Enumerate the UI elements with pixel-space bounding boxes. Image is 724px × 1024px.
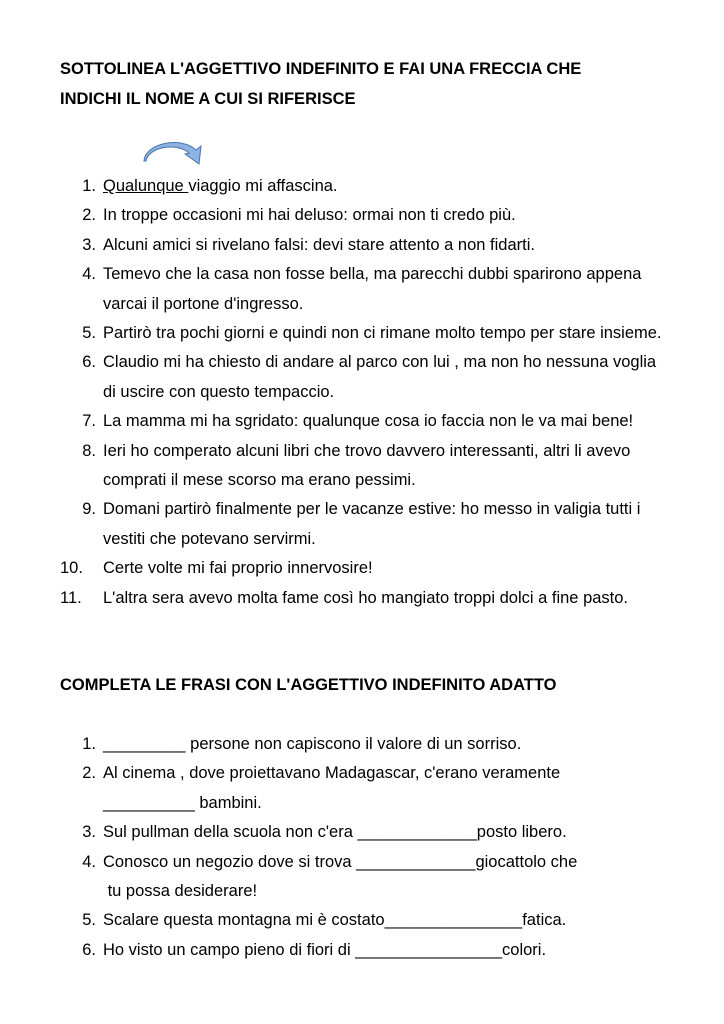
list-item	[0, 231, 724, 260]
item-number: 9.	[82, 500, 96, 519]
item-text: Partirò tra pochi giorni e quindi non ci rimane molto tempo per stare insieme.	[103, 324, 662, 343]
item-number: 1.	[82, 177, 96, 195]
item-number: 6.	[82, 940, 96, 959]
item-text: Sul pullman della scuola non c'era _____________posto libero.	[103, 823, 567, 842]
item-text: Claudio mi ha chiesto di andare al parco con lui , ma non ho nessuna voglia di uscire con questo tempaccio.	[103, 353, 657, 401]
underlined-adjective: Qualunque	[103, 177, 189, 195]
item-number: 6.	[82, 353, 96, 372]
item-text: Ieri ho comperato alcuni libri che trovo davvero interessanti, altri li avevo comprati il mese scorso ma erano pessimi.	[103, 441, 631, 490]
item-number: 7.	[82, 412, 96, 431]
list-item	[0, 495, 724, 554]
item-text: L'altra sera avevo molta fame così ho mangiato troppi dolci a fine pasto.	[103, 588, 629, 607]
item-text: La mamma mi ha sgridato: qualunque cosa io faccia non le va mai bene!	[103, 412, 634, 431]
item-number: 5.	[82, 911, 96, 930]
list-item	[0, 584, 724, 613]
list-item	[0, 407, 724, 436]
item-number: 2.	[82, 206, 96, 225]
item-number: 2.	[82, 764, 96, 783]
item-text: Temevo che la casa non fosse bella, ma parecchi dubbi sparirono appena varcai il portone d'ingresso.	[103, 265, 642, 313]
item-number: 5.	[82, 324, 96, 343]
item-number: 10.	[60, 559, 83, 578]
list-item	[0, 730, 724, 759]
item-line-2: tu possa desiderare!	[103, 882, 258, 901]
item-number: 4.	[82, 852, 96, 871]
exercise-2-list	[0, 730, 724, 965]
item-rest: viaggio mi affascina.	[188, 177, 338, 195]
list-item	[0, 201, 724, 230]
heading-line-2: INDICHI IL NOME A CUI SI RIFERISCE	[60, 90, 356, 108]
item-text: In troppe occasioni mi hai deluso: ormai non ti credo più.	[103, 206, 516, 225]
list-item	[0, 936, 724, 965]
list-item	[0, 437, 724, 496]
list-item	[0, 818, 724, 847]
list-item	[0, 172, 724, 201]
item-number: 8.	[82, 441, 96, 460]
item-text: Scalare questa montagna mi è costato_______________fatica.	[103, 911, 567, 930]
item-number: 1.	[82, 735, 96, 753]
exercise-1-list	[0, 172, 724, 613]
item-number: 3.	[82, 823, 96, 842]
item-number: 4.	[82, 265, 96, 284]
curved-arrow-icon	[143, 142, 203, 168]
list-item	[0, 348, 724, 407]
item-text	[103, 848, 663, 907]
item-number: 3.	[82, 235, 96, 254]
list-item	[0, 260, 724, 319]
exercise-2-heading: COMPLETA LE FRASI CON L'AGGETTIVO INDEFINITO ADATTO	[60, 676, 557, 694]
list-item	[0, 759, 724, 818]
item-text: Certe volte mi fai proprio innervosire!	[103, 559, 373, 578]
list-item	[0, 554, 724, 583]
item-text: Alcuni amici si rivelano falsi: devi stare attento a non fidarti.	[103, 235, 535, 254]
item-text	[103, 172, 663, 201]
list-item	[0, 319, 724, 348]
item-line-1: Conosco un negozio dove si trova _____________giocattolo che	[103, 852, 578, 871]
list-item	[0, 848, 724, 907]
exercise-1-heading	[60, 54, 700, 114]
item-text: Al cinema , dove proiettavano Madagascar, c'erano veramente __________ bambini.	[103, 764, 561, 812]
item-number: 11.	[60, 588, 82, 607]
item-text: Domani partirò finalmente per le vacanze estive: ho messo in valigia tutti i vestiti che potevano servirmi.	[103, 500, 641, 548]
item-text: _________ persone non capiscono il valore di un sorriso.	[103, 735, 522, 753]
item-text: Ho visto un campo pieno di fiori di ________________colori.	[103, 940, 547, 959]
heading-line-1: SOTTOLINEA L'AGGETTIVO INDEFINITO E FAI UNA FRECCIA CHE	[60, 60, 582, 78]
list-item	[0, 906, 724, 935]
